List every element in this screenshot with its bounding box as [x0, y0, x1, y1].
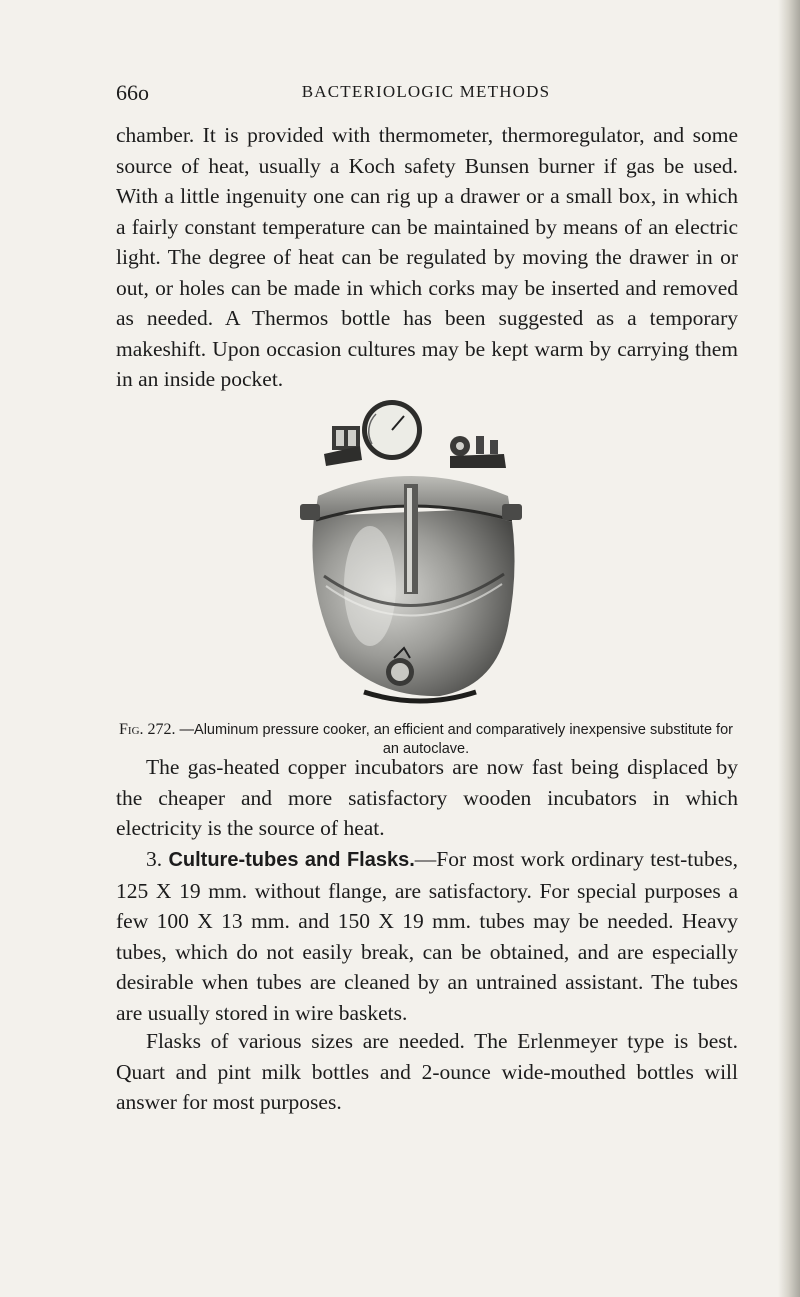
running-head: BACTERIOLOGIC METHODS	[301, 82, 551, 101]
figure-label: Fig. 272.	[119, 721, 176, 738]
pressure-cooker-illustration	[300, 396, 522, 710]
page-edge-shadow	[778, 0, 800, 1297]
page-number: 66o	[116, 80, 149, 105]
paragraph-flasks: Flasks of various sizes are needed. The Erlenmeyer type is best. Quart and pint milk bottles and 2-ounce wide-mouthed bottles will answer for most purposes.	[116, 1029, 738, 1114]
paragraph-incubator-alternatives: chamber. It is provided with thermometer, thermoregulator, and some source of heat, usually a Koch safety Bunsen burner if gas be used. With a little ingenuity one can rig up a drawer or a small box, in which a fairly constant temperature can be maintained by means of an electric light. The degree of heat can be regulated by moving the drawer in or out, or holes can be made in which corks may be inserted and removed as needed. A Thermos bottle has been suggested as a temporary makeshift. Upon occasion cultures may be kept warm by carrying them in an inside pocket.	[116, 123, 738, 391]
figure-caption-text: —Aluminum pressure cooker, an efficient and comparatively inexpensive substitute for an autoclave.	[179, 722, 733, 757]
section-number: 3.	[146, 847, 163, 871]
section-heading: Culture-tubes and Flasks.	[168, 849, 415, 871]
paragraph-incubators: The gas-heated copper incubators are now fast being displaced by the cheaper and more satisfactory wooden incubators in which electricity is the source of heat.	[116, 755, 738, 840]
page-header	[116, 80, 736, 108]
section-text: —For most work ordinary test-tubes, 125 X 19 mm. without flange, are satisfactory. For special purposes a few 100 X 13 mm. and 150 X 19 mm. tubes may be needed. Heavy tubes, which do not easily break, can be obtained, and are especially desirable when tubes are cleaned by an untrained assistant. The tubes are usually stored in wire baskets.	[116, 847, 738, 1025]
section-culture-tubes	[116, 844, 738, 1028]
